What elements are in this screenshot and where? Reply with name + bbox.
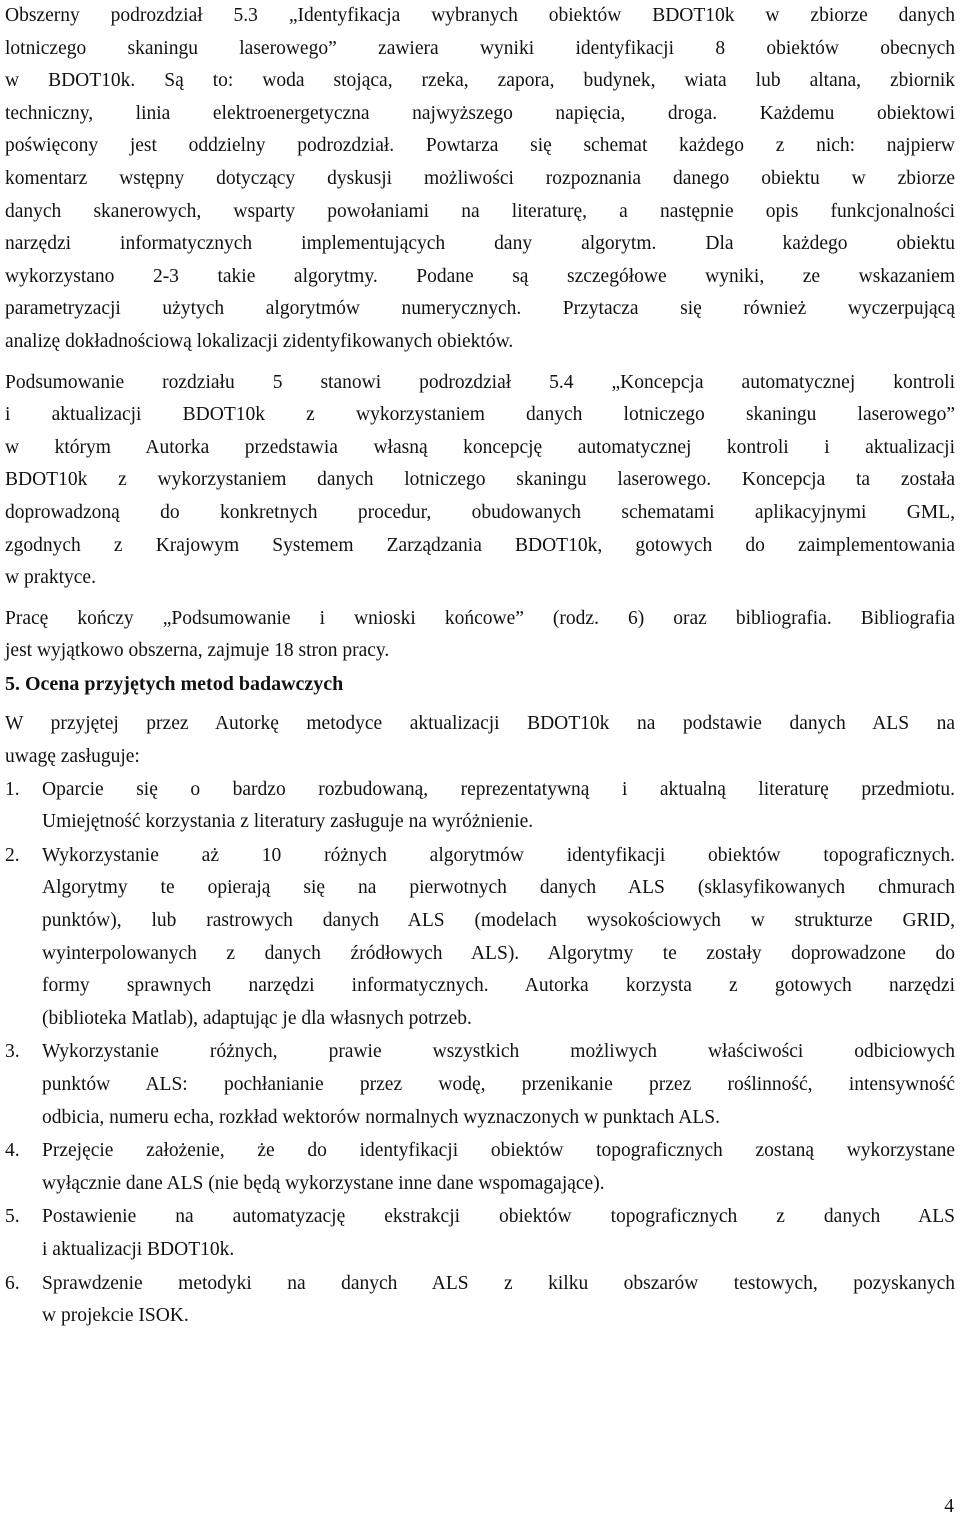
- list-item-number: 6.: [5, 1272, 20, 1294]
- text-line: Przejęcie założenie, że do identyfikacji obiektów topograficznych zostaną wykorzystane: [42, 1140, 955, 1162]
- section-heading: 5. Ocena przyjętych metod badawczych: [5, 672, 344, 695]
- paragraph-conclusion-bibliography: [5, 603, 955, 668]
- list-item: [5, 1201, 955, 1266]
- text-line: zgodnych z Krajowym Systemem Zarządzania BDOT10k, gotowych do zaimplementowania: [5, 534, 955, 556]
- text-line: Wykorzystanie aż 10 różnych algorytmów identyfikacji obiektów topograficznych.: [42, 844, 955, 866]
- text-line: jest wyjątkowo obszerna, zajmuje 18 stron pracy.: [5, 640, 390, 662]
- text-line: Algorytmy te opierają się na pierwotnych danych ALS (sklasyfikowanych chmurach: [42, 877, 955, 899]
- list-item: [5, 1135, 955, 1200]
- text-line: uwagę zasługuje:: [5, 746, 140, 768]
- text-line: analizę dokładnościową lokalizacji zidentyfikowanych obiektów.: [5, 330, 514, 352]
- text-line: wyinterpolowanych z danych źródłowych ALS). Algorytmy te zostały doprowadzone do: [42, 942, 955, 964]
- list-item: [5, 1036, 955, 1134]
- text-line: Oparcie się o bardzo rozbudowaną, reprezentatywną i aktualną literaturę przedmiotu.: [42, 778, 955, 800]
- list-item-number: 4.: [5, 1140, 20, 1162]
- text-line: i aktualizacji BDOT10k.: [42, 1238, 235, 1260]
- list-item: [5, 774, 955, 839]
- list-item-number: 2.: [5, 844, 20, 866]
- text-line: narzędzi informatycznych implementujących dany algorytm. Dla każdego obiektu: [5, 233, 955, 255]
- text-line: Umiejętność korzystania z literatury zasługuje na wyróżnienie.: [42, 811, 534, 833]
- text-line: techniczny, linia elektroenergetyczna najwyższego napięcia, droga. Każdemu obiektowi: [5, 102, 955, 124]
- paragraph-subchapter-5-4: [5, 367, 955, 595]
- text-line: Pracę kończy „Podsumowanie i wnioski końcowe” (rodz. 6) oraz bibliografia. Bibliografia: [5, 607, 955, 629]
- text-line: odbicia, numeru echa, rozkład wektorów normalnych wyznaczonych w punktach ALS.: [42, 1106, 720, 1128]
- text-line: doprowadzoną do konkretnych procedur, obudowanych schematami aplikacyjnymi GML,: [5, 501, 955, 523]
- text-line: W przyjętej przez Autorkę metodyce aktualizacji BDOT10k na podstawie danych ALS na: [5, 713, 955, 735]
- text-line: komentarz wstępny dotyczący dyskusji możliwości rozpoznania danego obiektu w zbiorze: [5, 167, 955, 189]
- numbered-list: [5, 774, 955, 1333]
- text-line: w projekcie ISOK.: [42, 1305, 189, 1327]
- text-line: punktów), lub rastrowych danych ALS (modelach wysokościowych w strukturze GRID,: [42, 910, 955, 932]
- text-line: wyłącznie dane ALS (nie będą wykorzystane inne dane wspomagające).: [42, 1172, 605, 1194]
- text-line: lotniczego skaningu laserowego” zawiera wyniki identyfikacji 8 obiektów obecnych: [5, 37, 955, 59]
- paragraph-subchapter-5-3: [5, 0, 955, 359]
- list-item-number: 3.: [5, 1041, 20, 1063]
- text-line: Wykorzystanie różnych, prawie wszystkich możliwych właściwości odbiciowych: [42, 1041, 955, 1063]
- list-item: [5, 840, 955, 1036]
- text-line: w którym Autorka przedstawia własną koncepcję automatycznej kontroli i aktualizacji: [5, 436, 955, 458]
- text-line: punktów ALS: pochłanianie przez wodę, przenikanie przez roślinność, intensywność: [42, 1074, 955, 1095]
- text-line: BDOT10k z wykorzystaniem danych lotniczego skaningu laserowego. Koncepcja ta została: [5, 469, 955, 491]
- list-item-number: 1.: [5, 778, 20, 800]
- text-line: i aktualizacji BDOT10k z wykorzystaniem danych lotniczego skaningu laserowego”: [5, 404, 955, 426]
- list-item-number: 5.: [5, 1206, 20, 1228]
- text-line: w praktyce.: [5, 567, 96, 589]
- text-line: parametryzacji użytych algorytmów numerycznych. Przytacza się również wyczerpującą: [5, 298, 955, 320]
- text-line: Postawienie na automatyzację ekstrakcji obiektów topograficznych z danych ALS: [42, 1206, 955, 1228]
- text-line: Sprawdzenie metodyki na danych ALS z kilku obszarów testowych, pozyskanych: [42, 1272, 955, 1294]
- list-item: [5, 1268, 955, 1333]
- text-line: Obszerny podrozdział 5.3 „Identyfikacja wybranych obiektów BDOT10k w zbiorze danych: [5, 5, 955, 26]
- page-number: 4: [944, 1496, 954, 1517]
- text-line: poświęcony jest oddzielny podrozdział. Powtarza się schemat każdego z nich: najpierw: [5, 135, 955, 157]
- text-line: danych skanerowych, wsparty powołaniami na literaturę, a następnie opis funkcjonalności: [5, 200, 955, 222]
- text-line: formy sprawnych narzędzi informatycznych. Autorka korzysta z gotowych narzędzi: [42, 975, 955, 997]
- section-intro: [5, 708, 955, 773]
- text-line: w BDOT10k. Są to: woda stojąca, rzeka, zapora, budynek, wiata lub altana, zbiornik: [5, 70, 955, 92]
- text-line: (biblioteka Matlab), adaptując je dla własnych potrzeb.: [42, 1007, 472, 1029]
- document-page: [5, 0, 955, 1333]
- text-line: wykorzystano 2-3 takie algorytmy. Podane są szczegółowe wyniki, ze wskazaniem: [5, 265, 955, 287]
- text-line: Podsumowanie rozdziału 5 stanowi podrozdział 5.4 „Koncepcja automatycznej kontroli: [5, 371, 955, 393]
